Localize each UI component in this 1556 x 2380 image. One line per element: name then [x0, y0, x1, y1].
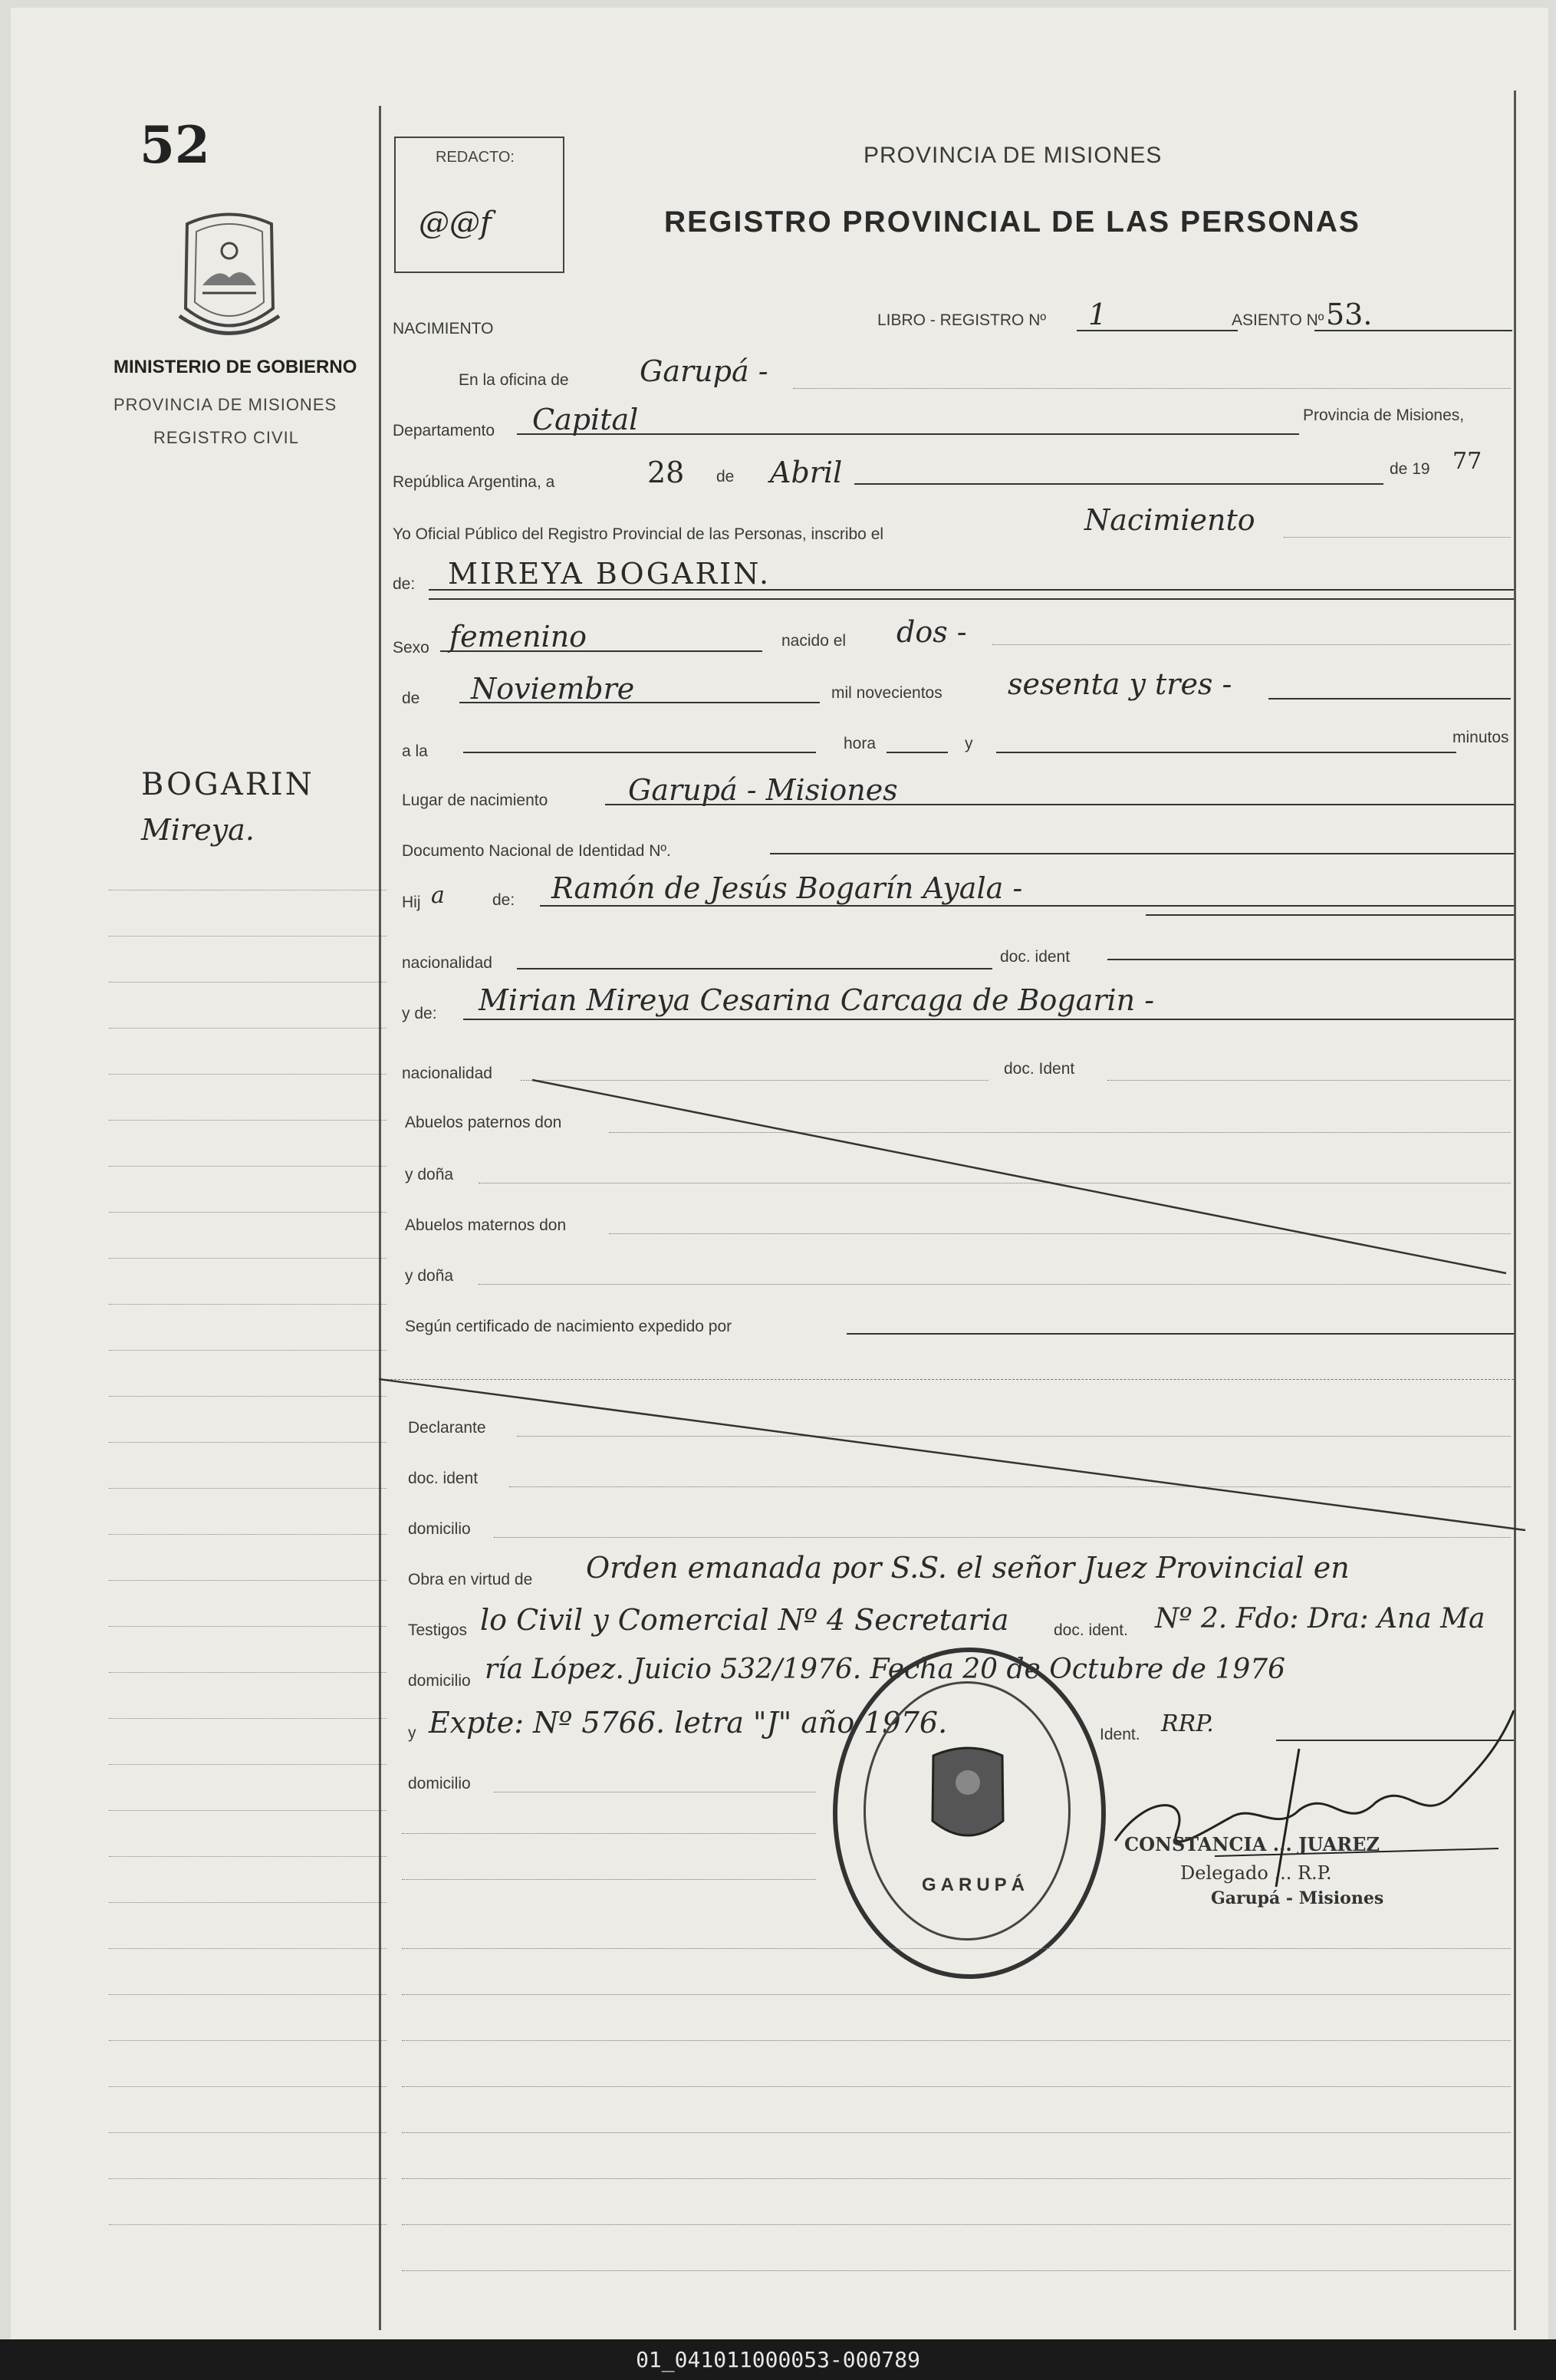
sexo-value: femenino: [449, 620, 587, 653]
abuelos-dona-1-label: y doña: [405, 1166, 454, 1183]
abuelos-dona-2-label: y doña: [405, 1267, 454, 1285]
redacto-label: REDACTO:: [436, 149, 515, 166]
nacido-label: nacido el: [781, 632, 847, 650]
header-province: PROVINCIA DE MISIONES: [864, 143, 1163, 168]
strike-lines: [11, 8, 1548, 1618]
asiento-value: 53.: [1326, 298, 1373, 331]
ministry-title: MINISTERIO DE GOBIERNO: [113, 357, 357, 377]
provincia-suffix: Provincia de Misiones,: [1303, 407, 1465, 424]
nacionalidad-1-label: nacionalidad: [402, 954, 492, 972]
madre-label: y de:: [402, 1005, 437, 1022]
obra-domicilio-label: domicilio: [408, 1672, 471, 1690]
mes-value: Noviembre: [471, 672, 635, 706]
stamp-emblem-icon: [922, 1744, 1014, 1852]
hij-value: a: [431, 882, 445, 909]
hij-label: Hij: [402, 894, 421, 911]
mil-label: mil novecientos: [831, 684, 942, 702]
obra-doc-ident-label: doc. ident.: [1054, 1621, 1128, 1639]
nacionalidad-2-label: nacionalidad: [402, 1065, 492, 1082]
margin-note-surname: BOGARIN: [141, 767, 314, 802]
fecha-month: Abril: [770, 456, 843, 489]
obra-line4: Expte: Nº 5766. letra "J" año 1976.: [429, 1706, 948, 1740]
nacido-value: dos -: [896, 615, 967, 649]
abuelos-maternos-label: Abuelos maternos don: [405, 1216, 567, 1234]
obra-line3: ría López. Juicio 532/1976. Fecha 20 de Octubre de 1976: [485, 1654, 1286, 1685]
obra-y-label: y: [408, 1724, 416, 1742]
madre-value: Mirian Mireya Cesarina Carcaga de Bogarin -: [479, 983, 1155, 1017]
fecha-de: de: [716, 468, 735, 486]
lugar-label: Lugar de nacimiento: [402, 792, 548, 809]
oficina-label: En la oficina de: [459, 371, 569, 389]
obra-label: Obra en virtud de: [408, 1571, 533, 1588]
documento-label: Documento Nacional de Identidad Nº.: [402, 842, 671, 860]
section-label: NACIMIENTO: [393, 320, 494, 337]
obra-line1: Orden emanada por S.S. el señor Juez Provincial en: [586, 1551, 1350, 1585]
oficial-label: Yo Oficial Público del Registro Provincial de las Personas, inscribo el: [393, 525, 884, 543]
hora-a-la: a la: [402, 742, 428, 760]
padre-de-label: de:: [492, 891, 515, 909]
document-page: [11, 8, 1548, 2339]
obra-ident-label: Ident.: [1100, 1726, 1140, 1743]
header-title: REGISTRO PROVINCIAL DE LAS PERSONAS: [664, 206, 1360, 239]
mes-label: de: [402, 690, 420, 707]
fecha-day: 28: [647, 456, 685, 489]
declarante-doc-label: doc. ident: [408, 1470, 479, 1487]
mil-value: sesenta y tres -: [1008, 667, 1232, 701]
signer-place: Garupá - Misiones: [1211, 1888, 1384, 1908]
signer-title: Delegado ... R.P.: [1180, 1862, 1332, 1884]
oficial-value: Nacimiento: [1084, 503, 1255, 537]
hora-label: hora: [844, 735, 877, 752]
testigos-label: Testigos: [408, 1621, 468, 1639]
departamento-value: Capital: [532, 403, 639, 436]
departamento-label: Departamento: [393, 422, 495, 439]
ministry-province: PROVINCIA DE MISIONES: [113, 395, 337, 414]
redacto-initials: @@f: [419, 206, 492, 241]
fecha-year: 77: [1452, 448, 1482, 475]
footer-id: 01_041011000053-000789: [636, 2347, 920, 2372]
hora-y: y: [965, 735, 973, 752]
minutos-label: minutos: [1452, 729, 1509, 746]
footer-bar: [0, 2339, 1556, 2380]
obra-ident-value: RRP.: [1161, 1710, 1214, 1737]
doc-ident-2-label: doc. Ident: [1004, 1060, 1075, 1078]
libro-label: LIBRO - REGISTRO Nº: [877, 311, 1047, 329]
page-number: 52: [140, 115, 210, 175]
sexo-label: Sexo: [393, 639, 429, 657]
asiento-label: ASIENTO Nº: [1232, 311, 1324, 329]
stamp-center-text: GARUPÁ: [922, 1875, 1030, 1895]
margin-note-name: Mireya.: [141, 813, 255, 847]
obra-line2b: Nº 2. Fdo: Dra: Ana Ma: [1155, 1603, 1485, 1634]
ministry-registro: REGISTRO CIVIL: [153, 428, 300, 447]
abuelos-paternos-label: Abuelos paternos don: [405, 1114, 562, 1131]
padre-value: Ramón de Jesús Bogarín Ayala -: [551, 871, 1023, 905]
declarante-label: Declarante: [408, 1419, 486, 1437]
fecha-year-label: de 19: [1390, 460, 1430, 478]
signer-name: CONSTANCIA ... JUAREZ: [1124, 1833, 1380, 1855]
libro-value: 1: [1088, 298, 1107, 331]
doc-ident-1-label: doc. ident: [1000, 948, 1071, 966]
lugar-value: Garupá - Misiones: [628, 773, 898, 807]
declarante-domicilio-label: domicilio: [408, 1520, 471, 1538]
nombre-label: de:: [393, 575, 416, 593]
oficina-value: Garupá -: [640, 354, 768, 388]
obra-domicilio2-label: domicilio: [408, 1775, 471, 1792]
certificado-label: Según certificado de nacimiento expedido por: [405, 1318, 732, 1335]
fecha-label: República Argentina, a: [393, 473, 555, 491]
official-stamp: [833, 1648, 1106, 1979]
nombre-value: MIREYA BOGARIN.: [448, 557, 771, 591]
obra-line2: lo Civil y Comercial Nº 4 Secretaria: [480, 1603, 1009, 1637]
